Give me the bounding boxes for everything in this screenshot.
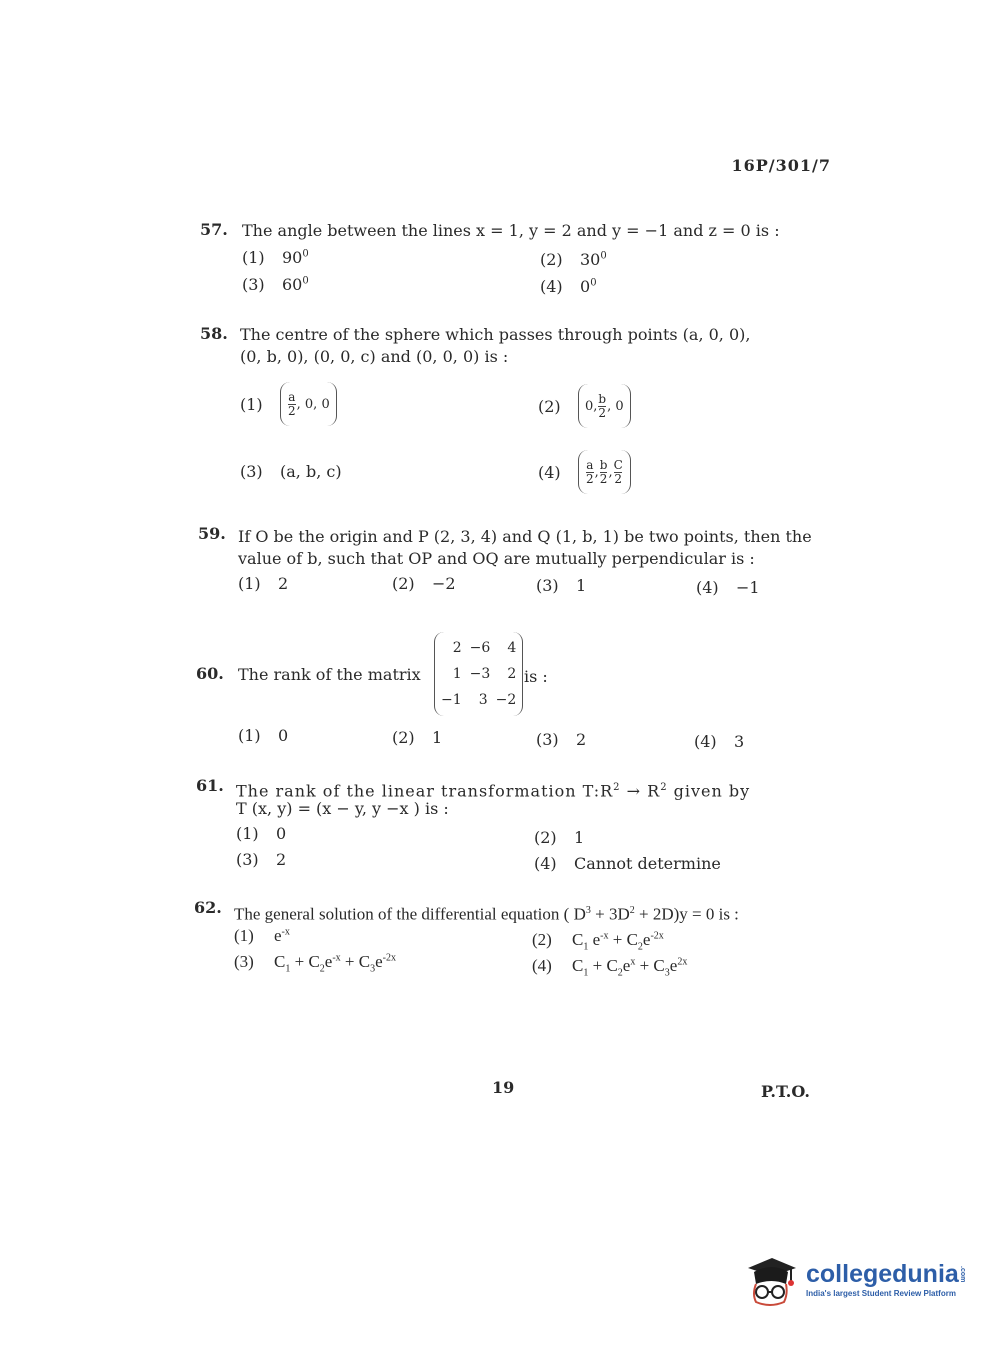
option-1: (1) 0 [238,726,289,745]
option-3: (3) (a, b, c) [240,462,342,481]
option-3: (3) $C_1 + C_2e^{-x} + C_3e^{-2x}$ [234,952,396,975]
matrix [434,632,523,716]
option-2: (2) 1 [534,828,585,847]
option-4: (4) $0^0$ [540,277,597,296]
pto-label: P.T.O. [761,1082,810,1101]
option-2: (2) −2 [392,574,456,593]
collegedunia-logo[interactable] [742,1250,966,1308]
option-2: (2) 1 [392,728,443,747]
option-4: (4) 3 [694,732,745,751]
question-text-line2: value of b, such that OP and OQ are mutually perpendicular is : [238,549,755,568]
option-1: (1) 0 [236,824,287,843]
option-3: (3) 2 [536,730,587,749]
option-3: (3) $60^0$ [242,275,309,294]
question-number: 62. [194,898,222,917]
question-text: If O be the origin and P (2, 3, 4) and Q (1, b, 1) be two points, then the [238,527,812,546]
option-1: (1) $e^{-x}$ [234,926,290,945]
question-text: The rank of the matrix [238,665,421,684]
paper-code: 16P/301/7 [731,156,831,175]
question-text-line2: (0, b, 0), (0, 0, c) and (0, 0, 0) is : [240,347,509,366]
matrix-row: 2 −6 4 [452,640,517,656]
option-1: (1) $90^0$ [242,248,309,267]
question-text: The general solution of the differential equation ( $D^3 + 3D^2 + 2D)y = 0$ is : [234,904,739,924]
page-number: 19 [492,1078,515,1097]
logo-tagline: India's largest Student Review Platform [806,1289,956,1298]
question-number: 59. [198,524,226,543]
option-4: (4) Cannot determine [534,854,721,873]
question-text: The centre of the sphere which passes through points (a, 0, 0), [240,325,751,344]
question-number: 58. [200,324,228,343]
option-1: (1) $\frac{a}{2}$ , 0, 0 [240,382,337,426]
matrix-row: 1 −3 2 [452,666,517,682]
option-3: (3) 1 [536,576,587,595]
option-2: (2) $C_1$ $e^{-x} + C_2e^{-2x}$ [532,930,664,953]
question-text: The angle between the lines x = 1, y = 2 and y = −1 and z = 0 is : [242,221,780,240]
option-4: (4) $C_1 + C_2e^x + C_3e^{2x}$ [532,956,688,979]
graduate-mascot-icon [742,1250,800,1308]
option-2: (2) $30^0$ [540,250,607,269]
question-text: The rank of the linear transformation $T:R^2 \to R^2$ given by [236,781,751,801]
logo-title: collegedunia.com [806,1260,966,1288]
option-1: (1) 2 [238,574,289,593]
question-number: 60. [196,664,224,683]
question-text-line2: T (x, y) = (x − y, y −x ) is : [236,799,449,818]
option-3: (3) 2 [236,850,287,869]
question-text-suffix: is : [524,667,548,686]
question-number: 61. [196,776,224,795]
option-4: (4) $\frac{a}{2}$ , $\frac{b}{2}$ , $\frac{C}{2}$ [538,450,631,494]
matrix-row: −1 3 −2 [441,692,517,708]
option-2: (2) 0, $\frac{b}{2}$ , 0 [538,384,631,428]
option-4: (4) −1 [696,578,760,597]
question-number: 57. [200,220,228,239]
